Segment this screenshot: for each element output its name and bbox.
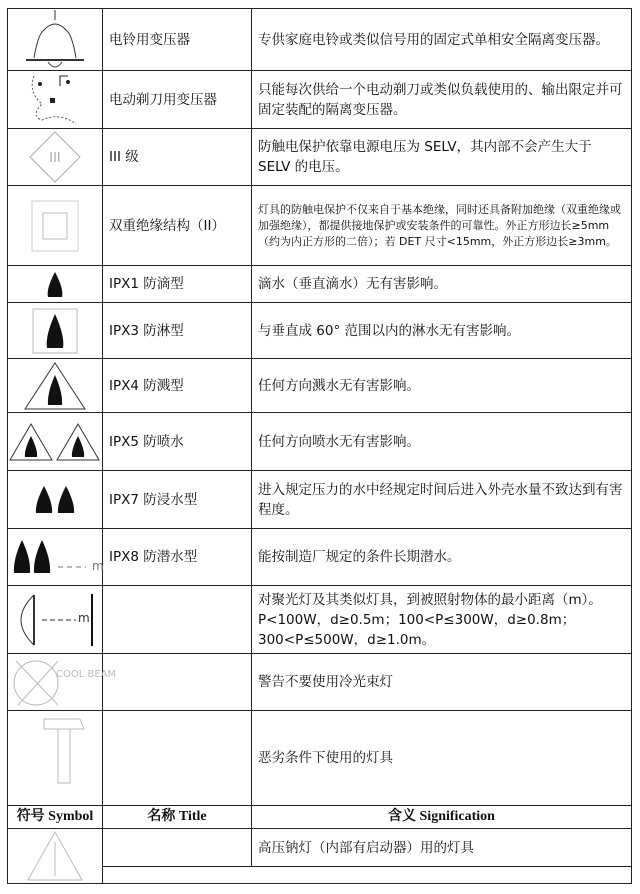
row-desc: 只能每次供给一个电动剃刀或类似负载使用的、输出限定并可固定装配的隔离变压器。 <box>252 71 632 129</box>
class-iii-diamond-icon <box>8 129 103 186</box>
row-desc: 高压钠灯（内部有启动器）用的灯具 <box>252 829 632 867</box>
svg-text:III: III <box>49 151 61 166</box>
row-name: IPX5 防喷水 <box>103 413 252 471</box>
row-name: IPX4 防溅型 <box>103 359 252 413</box>
table-header-row <box>8 806 632 829</box>
row-desc: 灯具的防触电保护不仅来自于基本绝缘，同时还具备附加绝缘（双重绝缘或加强绝缘），都提供接地保护或安装条件的可靠性。外正方形边长≥5mm（约为内正方形的二倍）；若 DET 尺寸<15mm，外正方形边长≥3mm。 <box>252 186 632 266</box>
svg-text:m: m <box>78 610 90 625</box>
row-name: IPX1 防滴型 <box>103 266 252 303</box>
drop-in-triangle-icon <box>8 359 103 413</box>
row-name: IPX3 防淋型 <box>103 303 252 359</box>
table-row <box>8 471 632 529</box>
rough-service-icon <box>8 711 103 806</box>
row-desc: 进入规定压力的水中经规定时间后进入外壳水量不致达到有害程度。 <box>252 471 632 529</box>
header-symbol: 符号 Symbol <box>8 806 103 829</box>
header-signification: 含义 Signification <box>252 806 632 829</box>
table-row <box>8 829 632 867</box>
row-desc: 滴水（垂直滴水）无有害影响。 <box>252 266 632 303</box>
table-row <box>8 71 632 129</box>
svg-text:COOL BEAM: COOL BEAM <box>56 669 117 680</box>
shaver-icon <box>8 71 103 129</box>
row-desc: 专供家庭电铃或类似信号用的固定式单相安全隔离变压器。 <box>252 9 632 71</box>
table-row <box>8 711 632 806</box>
table-row <box>8 586 632 654</box>
row-name <box>103 586 252 654</box>
two-drops-icon <box>8 471 103 529</box>
two-drops-in-triangles-icon <box>8 413 103 471</box>
svg-text:m: m <box>92 559 104 573</box>
cool-beam-crossed-icon <box>8 654 117 711</box>
symbol-table <box>7 8 632 884</box>
spotlight-distance-icon <box>8 586 103 654</box>
table-row <box>8 654 632 711</box>
row-desc: 恶劣条件下使用的灯具 <box>252 711 632 806</box>
row-name: 电铃用变压器 <box>103 9 252 71</box>
table-row <box>8 529 632 586</box>
bell-icon <box>8 9 103 71</box>
row-name <box>103 654 252 711</box>
row-desc: 与垂直成 60° 范围以内的淋水无有害影响。 <box>252 303 632 359</box>
table-row <box>8 266 632 303</box>
row-desc: 任何方向溅水无有害影响。 <box>252 359 632 413</box>
row-desc: 任何方向喷水无有害影响。 <box>252 413 632 471</box>
row-name: 电动剃刀用变压器 <box>103 71 252 129</box>
table-row <box>8 129 632 186</box>
empty-cell <box>103 867 632 884</box>
row-name: IPX8 防潜水型 <box>103 529 252 586</box>
triangle-icon <box>8 829 103 884</box>
row-name: IPX7 防浸水型 <box>103 471 252 529</box>
row-desc: 防触电保护依靠电源电压为 SELV，其内部不会产生大于 SELV 的电压。 <box>252 129 632 186</box>
table-row <box>8 413 632 471</box>
header-title: 名称 Title <box>103 806 252 829</box>
table-row <box>8 9 632 71</box>
double-square-icon <box>8 186 103 266</box>
table-row <box>8 303 632 359</box>
two-drops-m-icon <box>8 529 103 586</box>
row-name: 双重绝缘结构（II） <box>103 186 252 266</box>
drop-in-square-icon <box>8 303 103 359</box>
table-row <box>8 359 632 413</box>
row-desc: 警告不要使用冷光束灯 <box>252 654 632 711</box>
row-name: III 级 <box>103 129 252 186</box>
drop-icon <box>8 266 103 303</box>
row-name <box>103 711 252 806</box>
table-row <box>8 186 632 266</box>
row-name <box>103 829 252 867</box>
row-desc: 能按制造厂规定的条件长期潜水。 <box>252 529 632 586</box>
row-desc: 对聚光灯及其类似灯具，到被照射物体的最小距离（m）。P<100W，d≥0.5m；100<P≤300W，d≥0.8m；300<P≤500W，d≥1.0m。 <box>252 586 632 654</box>
